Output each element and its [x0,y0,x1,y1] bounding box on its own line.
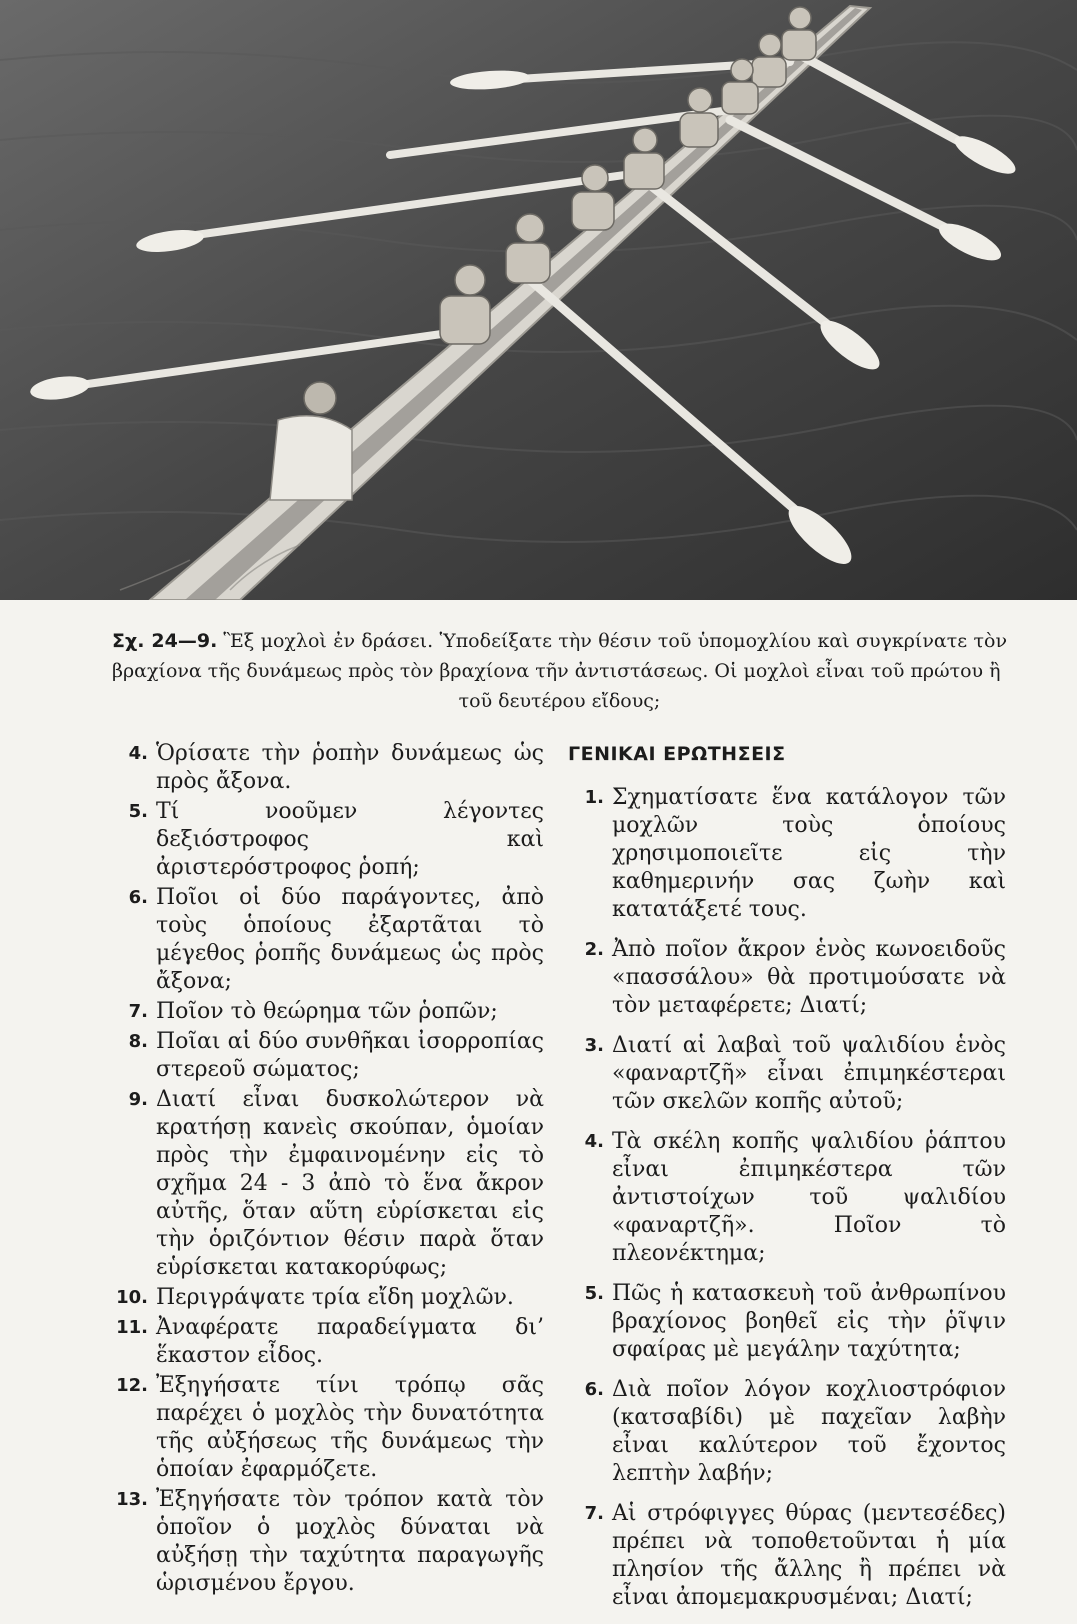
question-text: Ἐξηγήσατε τίνι τρόπῳ σᾶς παρέχει ὁ μοχλὸς τὴν δυνατότητα τῆς αὐξήσεως τῆς δυνάμεως τὴν ὁποίαν ἐφαρμόζετε. [156,1373,544,1482]
question-item [112,884,544,996]
question-item [568,1500,1006,1612]
question-text: Ἀπὸ ποῖον ἄκρον ἑνὸς κωνοειδοῦς «πασσάλου» θὰ προτιμούσατε νὰ τὸν μεταφέρετε; Διατί; [612,937,1006,1018]
question-text: Τὰ σκέλη κοπῆς ψαλιδίου ῥάπτου εἶναι ἐπιμηκέστερα τῶν ἀντιστοίχων τοῦ ψαλιδίου «φαναρτζῆ». Ποῖον τὸ πλεονέκτημα; [612,1129,1006,1266]
question-text: Διατί αἱ λαβαὶ τοῦ ψαλιδίου ἑνὸς «φαναρτζῆ» εἶναι ἐπιμηκέστεραι τῶν σκελῶν κοπῆς αὐτοῦ; [612,1033,1006,1114]
general-questions-list [568,784,1006,1612]
question-number: 1. [584,787,604,808]
question-number: 10. [116,1287,148,1308]
question-text: Ὁρίσατε τὴν ῥοπὴν δυνάμεως ὡς πρὸς ἄξονα. [156,741,544,794]
question-item [112,740,544,796]
rowing-photo [0,0,1077,600]
question-number: 13. [116,1489,148,1510]
question-item [112,1284,544,1312]
figure-caption-text: Ἓξ μοχλοὶ ἐν δράσει. Ὑποδείξατε τὴν θέσιν τοῦ ὑπομοχλίου καὶ συγκρίνατε τὸν βραχίονα τῆς δυνάμεως πρὸς τὸν βραχίονα τῆν ἀντιστάσεως. Οἱ μοχλοὶ εἶναι τοῦ πρώτου ἢ [112,630,1007,682]
review-questions-column [112,740,544,1600]
question-item [568,1128,1006,1268]
question-number: 9. [128,1089,148,1110]
question-number: 12. [116,1375,148,1396]
question-number: 7. [584,1503,604,1524]
review-questions-list [112,740,544,1598]
question-text: Αἱ στρόφιγγες θύρας (μεντεσέδες) πρέπει νὰ τοποθετοῦνται ἡ μία πλησίον τῆς ἄλλης ἢ πρέπει νὰ εἶναι ἀπομεμακρυσμέναι; Διατί; [612,1501,1006,1610]
question-item [112,1028,544,1084]
question-text: Ποῖαι αἱ δύο συνθῆκαι ἰσορροπίας στερεοῦ σώματος; [156,1029,544,1082]
question-number: 5. [584,1283,604,1304]
question-item [568,1376,1006,1488]
figure-caption-last-line: τοῦ δευτέρου εἴδους; [458,690,661,712]
question-item [112,1486,544,1598]
question-text: Ποῖοι οἱ δύο παράγοντες, ἀπὸ τοὺς ὁποίους ἐξαρτᾶται τὸ μέγεθος ῥοπῆς δυνάμεως ὡς πρὸς ἄξονα; [156,885,544,994]
question-item [568,936,1006,1020]
question-number: 8. [128,1031,148,1052]
question-item [112,1372,544,1484]
question-number: 4. [128,743,148,764]
question-number: 5. [128,801,148,822]
question-text: Ποῖον τὸ θεώρημα τῶν ῥοπῶν; [156,999,498,1024]
question-number: 11. [116,1317,148,1338]
question-text: Τί νοοῦμεν λέγοντες δεξιόστροφος καὶ ἀριστερόστροφος ῥοπή; [156,799,544,880]
question-number: 4. [584,1131,604,1152]
question-text: Πῶς ἡ κατασκευὴ τοῦ ἀνθρωπίνου βραχίονος βοηθεῖ εἰς τὴν ῥῖψιν σφαίρας μὲ μεγάλην ταχύτητα; [612,1281,1006,1362]
question-number: 2. [584,939,604,960]
question-text: Περιγράψατε τρία εἴδη μοχλῶν. [156,1285,514,1310]
question-text: Διὰ ποῖον λόγον κοχλιοστρόφιον (κατσαβίδι) μὲ παχεῖαν λαβὴν εἶναι καλύτερον τοῦ ἔχοντος λεπτὴν λαβήν; [612,1377,1006,1486]
question-number: 7. [128,1001,148,1022]
question-item [112,998,544,1026]
section-heading: ΓΕΝΙΚΑΙ ΕΡΩΤΗΣΕΙΣ [568,743,786,765]
question-text: Σχηματίσατε ἕνα κατάλογον τῶν μοχλῶν τοὺς ὁποίους χρησιμοποιεῖτε εἰς τὴν καθημερινήν σας ζωὴν καὶ κατατάξετέ τους. [612,785,1006,922]
figure-caption [112,626,1007,716]
question-number: 6. [128,887,148,908]
figure-label: Σχ. 24—9. [112,630,218,652]
question-text: Διατί εἶναι δυσκολώτερον νὰ κρατήσῃ κανεὶς σκούπαν, ὁμοίαν πρὸς τὴν ἐμφαινομένην εἰς τὸ σχῆμα 24 - 3 ἀπὸ τὸ ἕνα ἄκρον αὐτῆς, ὅταν αὕτη εὑρίσκεται εἰς τὴν ὁριζόντιον θέσιν παρὰ ὅταν εὑρίσκεται κατακορύφως; [156,1087,544,1280]
question-text: Ἀναφέρατε παραδείγματα δι’ ἕκαστον εἶδος. [156,1315,544,1368]
question-number: 6. [584,1379,604,1400]
question-item [112,1314,544,1370]
question-item [112,798,544,882]
general-questions-column [568,740,1006,1624]
question-item [568,1032,1006,1116]
question-item [568,1280,1006,1364]
question-item [568,784,1006,924]
question-text: Ἐξηγήσατε τὸν τρόπον κατὰ τὸν ὁποῖον ὁ μοχλὸς δύναται νὰ αὐξήσῃ τὴν ταχύτητα παραγωγῆς ὡρισμένου ἔργου. [156,1487,544,1596]
question-item [112,1086,544,1282]
question-number: 3. [584,1035,604,1056]
